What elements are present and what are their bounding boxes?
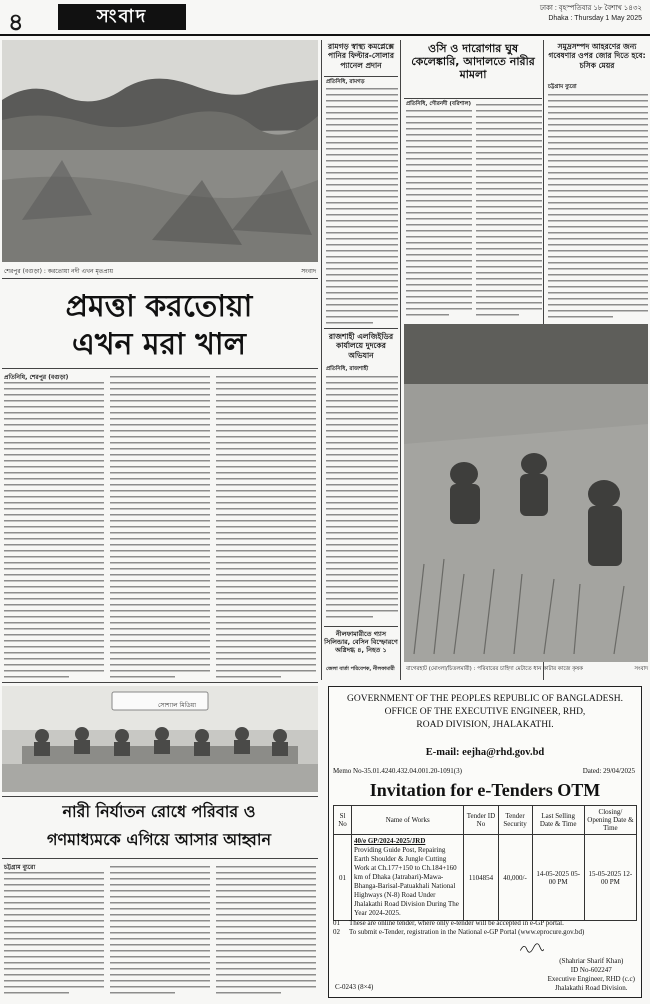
sign-title: Executive Engineer, RHD (c.c) [547, 975, 635, 983]
photo-credit: সংবাদ [301, 268, 316, 275]
story-ctg-headline: সমুদ্রসম্পদ আহরণের জন্য গবেষণার ওপর জোর দিতে হবে: চসিক মেয়র [548, 42, 646, 70]
dateline [540, 4, 642, 24]
story-ramgarh-body [326, 88, 398, 324]
tender-code: C-0243 (8×4) [335, 983, 374, 991]
story-nilphamari-headline: নীলফামারীতে গ্যাস সিলিন্ডার, বেসিন বিস্ফোরণে অগ্নিদগ্ধ ৪, নিহত ১ [324, 630, 398, 655]
bottom-headline-line1: নারী নির্যাতন রোধে পরিবার ও [62, 802, 256, 821]
story-ctg-body [548, 94, 648, 318]
signature-mark [519, 941, 545, 955]
tender-signature-block [548, 957, 635, 993]
tender-memo: Memo No-35.01.4240.432.04.001.20-1091(3) [333, 767, 462, 775]
bottom-body-col2 [110, 866, 210, 998]
river-photo [2, 40, 318, 262]
tender-note: 01 These are online tender, where only e-tender will be accepted in e-GP portal. [333, 919, 564, 927]
lead-body-col1 [4, 382, 104, 678]
newspaper-logo: সংবাদ [58, 4, 186, 30]
work-description: Providing Guide Post, Repairing Earth Shoulder & Jungle Cutting Work at Ch.177+150 to Ch.184+160 km of Dhaka (Jatrabari)-Mawa-Bhanga-Barisal-Patuakhali National Highways (N-8) Road Under Jhalakathi Road Division During The Year 2024-2025. [354, 846, 459, 917]
photo-caption: শেরপুর (বগুড়া) : করতোয়া নদী এখন মৃতপ্রায় [4, 268, 114, 275]
story-nilphamari-byline: জেলা বার্তা পরিবেশক, নীলফামারী [326, 666, 395, 672]
story-gournadi-body-col2 [476, 104, 542, 318]
header-works: Name of Works [352, 806, 464, 835]
sign-office: Jhalakathi Road Division. [555, 984, 628, 992]
story-ramgarh-byline: প্রতিনিধি, রামগড় [326, 79, 365, 85]
cell-security: 40,000/- [498, 835, 532, 921]
cell-sl: 01 [334, 835, 352, 921]
tender-org-line2: OFFICE OF THE EXECUTIVE ENGINEER, RHD, [384, 707, 586, 717]
header-last-selling: Last Selling Date & Time [532, 806, 584, 835]
lead-headline [0, 288, 318, 366]
story-rajshahi-headline: রাজশাহী এলজিইডির কার্যালয়ে দুদকের অভিযান [328, 332, 394, 360]
header-sl: Sl No [334, 806, 352, 835]
farmer-photo-credit: সংবাদ [634, 666, 648, 672]
lead-body-col3 [216, 376, 316, 678]
sign-id: ID No-602247 [570, 966, 612, 974]
bottom-body-col1 [4, 872, 104, 998]
story-gournadi-headline: ওসি ও দারোগার ঘুষ কেলেঙ্কারি, আদালতে নারীর মামলা [411, 42, 535, 82]
meeting-banner-text: সোশ্যাল মিডিয়া [157, 702, 196, 709]
story-ctg-byline: চট্টগ্রাম ব্যুরো [548, 84, 577, 90]
tender-org-line3: ROAD DIVISION, JHALAKATHI. [416, 720, 554, 730]
cell-works [352, 835, 464, 921]
story-ramgarh-headline: রামগড় স্বাস্থ্য কমপ্লেক্সে পানির ফিল্টার-সোলার প্যানেল প্রদান [328, 42, 394, 70]
sign-name: (Shahriar Sharif Khan) [559, 957, 624, 965]
column-rule [400, 40, 401, 680]
tender-org-line1: GOVERNMENT OF THE PEOPLES REPUBLIC OF BANGLADESH. [347, 694, 623, 704]
masthead [0, 0, 650, 36]
header-security: Tender Security [498, 806, 532, 835]
header-tender-id: Tender ID No [464, 806, 498, 835]
lead-headline-line2: এখন মরা খাল [72, 327, 246, 362]
tender-date: Dated: 29/04/2025 [582, 767, 635, 775]
tender-table-row [334, 835, 637, 921]
date-bengali: ঢাকা : বৃহস্পতিবার ১৮ বৈশাখ ১৪৩২ [540, 5, 642, 12]
farmer-photo-caption: বাগেরহাট (মোংলা/চিতলমারী) : পরিবারের চাহিদা মেটাতে ধান কাটার কাজে কৃষক [406, 666, 583, 672]
bottom-headline [0, 798, 318, 856]
story-gournadi-body-col1 [406, 110, 472, 318]
tender-table-header [334, 806, 637, 835]
lead-body-col2 [110, 376, 210, 678]
cell-closing: 15-05-2025 12-00 PM [584, 835, 636, 921]
lead-byline: প্রতিনিধি, শেরপুর (বগুড়া) [4, 374, 69, 381]
cell-tender-id: 1104854 [464, 835, 498, 921]
work-code: 40/e GP/2024-2025/JRD [354, 837, 426, 845]
tender-table [333, 805, 637, 921]
tender-title: Invitation for e-Tenders OTM [369, 780, 601, 800]
farmer-photo [404, 324, 648, 662]
lead-headline-line1: প্রমত্তা করতোয়া [65, 289, 253, 324]
header-closing: Closing/ Opening Date & Time [584, 806, 636, 835]
tender-organization [329, 693, 641, 732]
bottom-headline-line2: গণমাধ্যমকে এগিয়ে আসার আহ্বান [46, 830, 272, 849]
story-rajshahi-body [326, 376, 398, 622]
story-gournadi-byline: প্রতিনিধি, গৌরনদী (বরিশাল) [406, 101, 472, 107]
cell-last-selling: 14-05-2025 05-00 PM [532, 835, 584, 921]
date-english: Dhaka : Thursday 1 May 2025 [548, 15, 642, 22]
column-rule [321, 40, 322, 680]
bottom-byline: চট্টগ্রাম ব্যুরো [4, 864, 36, 871]
story-rajshahi-byline: প্রতিনিধি, রাজশাহী [326, 366, 369, 372]
tender-notes [333, 919, 637, 937]
page-number: ৪ [8, 8, 24, 36]
tender-email: E-mail: eejha@rhd.gov.bd [425, 747, 545, 758]
tender-notice [328, 686, 642, 998]
tender-note: 02 To submit e-Tender, registration in the National e-GP Portal (www.eprocure.gov.bd) [333, 928, 585, 936]
bottom-body-col3 [216, 866, 316, 998]
